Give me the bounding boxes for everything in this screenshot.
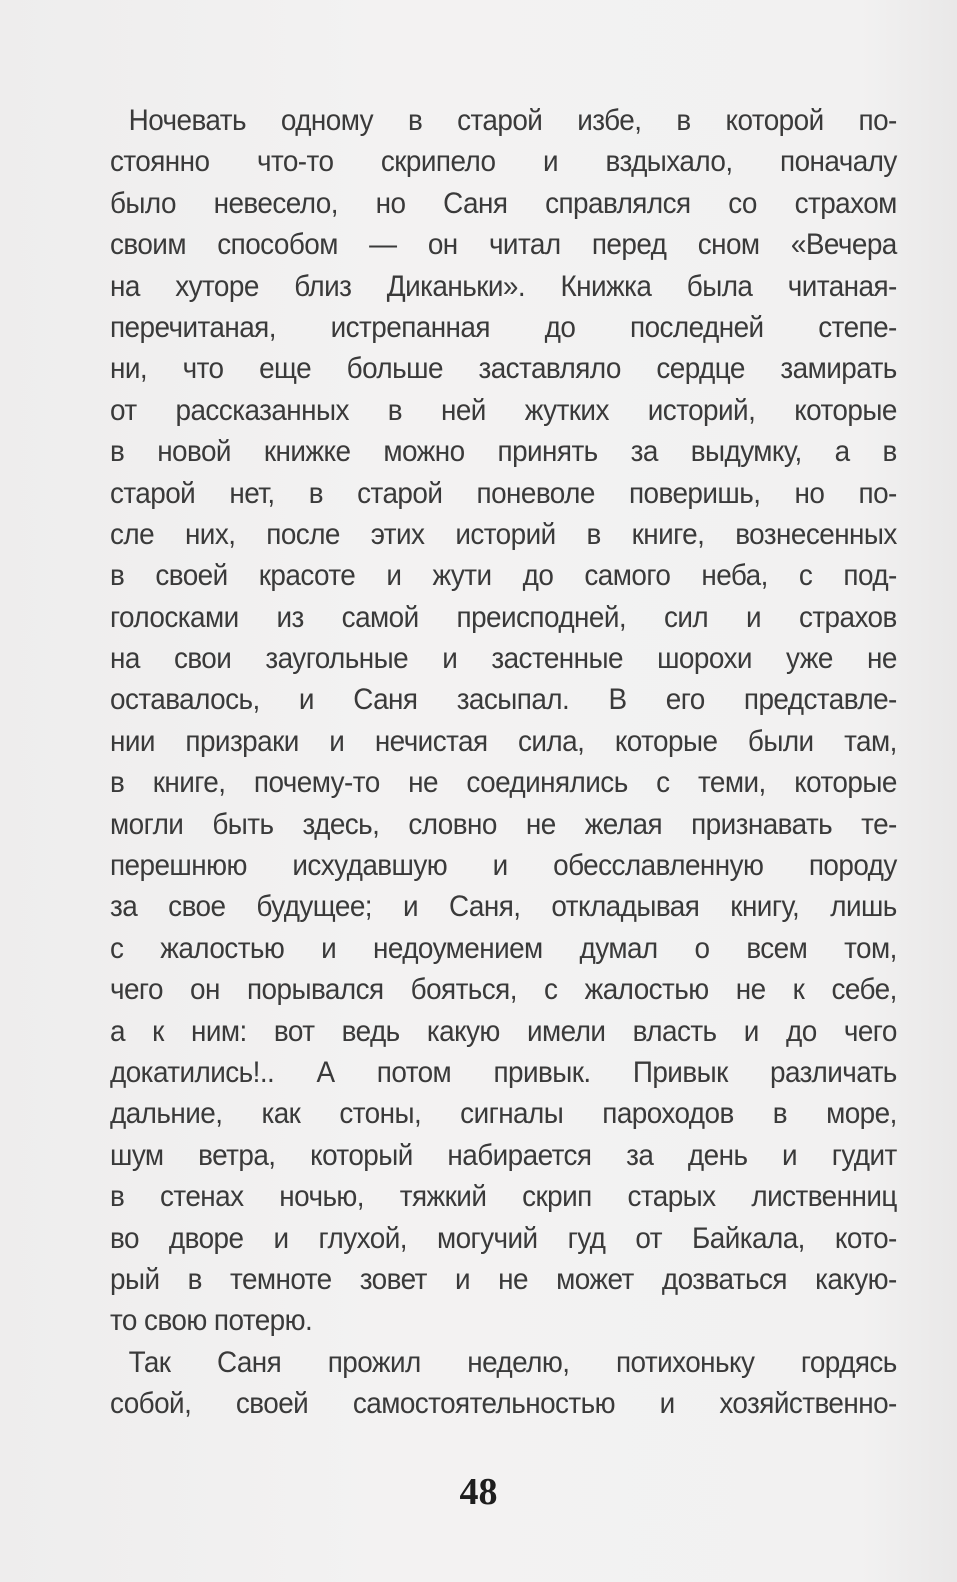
text-line: на хуторе близ Диканьки». Книжка была читаная- — [110, 269, 897, 303]
text-line: в книге, почему-то не соединялись с теми, которые — [110, 766, 897, 800]
text-line: старой нет, в старой поневоле поверишь, но по- — [110, 476, 897, 510]
text-line: шум ветра, который набирается за день и гудит — [110, 1138, 897, 1172]
text-line: было невесело, но Саня справлялся со страхом — [110, 186, 897, 220]
text-line: перешнюю исхудавшую и обесславленную породу — [110, 849, 897, 883]
text-line: в своей красоте и жути до самого неба, с под- — [110, 559, 897, 593]
text-line: Ночевать одному в старой избе, в которой по- — [128, 104, 897, 137]
text-line: а к ним: вот ведь какую имели власть и до чего — [110, 1014, 897, 1048]
text-line: в новой книжке можно принять за выдумку, а в — [110, 435, 897, 469]
text-line: стоянно что-то скрипело и вздыхало, поначалу — [110, 145, 897, 179]
page-number: 48 — [459, 1471, 498, 1513]
text-line: своим способом — он читал перед сном «Вечера — [110, 228, 897, 262]
paragraph — [110, 100, 900, 1342]
text-line: на свои заугольные и застенные шорохи уже не — [110, 642, 897, 676]
text-line: Так Саня прожил неделю, потихоньку гордясь — [128, 1345, 897, 1379]
text-line: могли быть здесь, словно не желая признавать те- — [110, 807, 897, 841]
text-line: чего он порывался бояться, с жалостью не к себе, — [110, 973, 897, 1007]
text-line: собой, своей самостоятельностью и хозяйственно- — [110, 1387, 897, 1421]
text-line: с жалостью и недоумением думал о всем том, — [110, 931, 897, 965]
text-line: то свою потерю. — [110, 1304, 313, 1338]
text-line: от рассказанных в ней жутких историй, которые — [110, 393, 897, 427]
text-line: нии призраки и нечистая сила, которые были там, — [110, 724, 897, 758]
text-line: голосками из самой преисподней, сил и страхов — [110, 600, 897, 634]
text-line: в стенах ночью, тяжкий скрип старых лиственниц — [110, 1180, 897, 1214]
text-line: за свое будущее; и Саня, откладывая книгу, лишь — [110, 890, 897, 924]
text-line: докатились!.. А потом привык. Привык различать — [110, 1055, 897, 1089]
text-line: сле них, после этих историй в книге, вознесенных — [110, 517, 897, 551]
text-line: во дворе и глухой, могучий гуд от Байкала, кото- — [110, 1221, 897, 1255]
text-line: рый в темноте зовет и не может дозваться какую- — [110, 1262, 897, 1296]
text-line: перечитаная, истрепанная до последней степе- — [110, 310, 897, 344]
text-line: оставалось, и Саня засыпал. В его представле- — [110, 683, 897, 717]
body-text — [110, 100, 900, 1425]
paragraph — [110, 1342, 900, 1425]
text-line: дальние, как стоны, сигналы пароходов в море, — [110, 1097, 897, 1131]
text-line: ни, что еще больше заставляло сердце замирать — [110, 352, 897, 386]
